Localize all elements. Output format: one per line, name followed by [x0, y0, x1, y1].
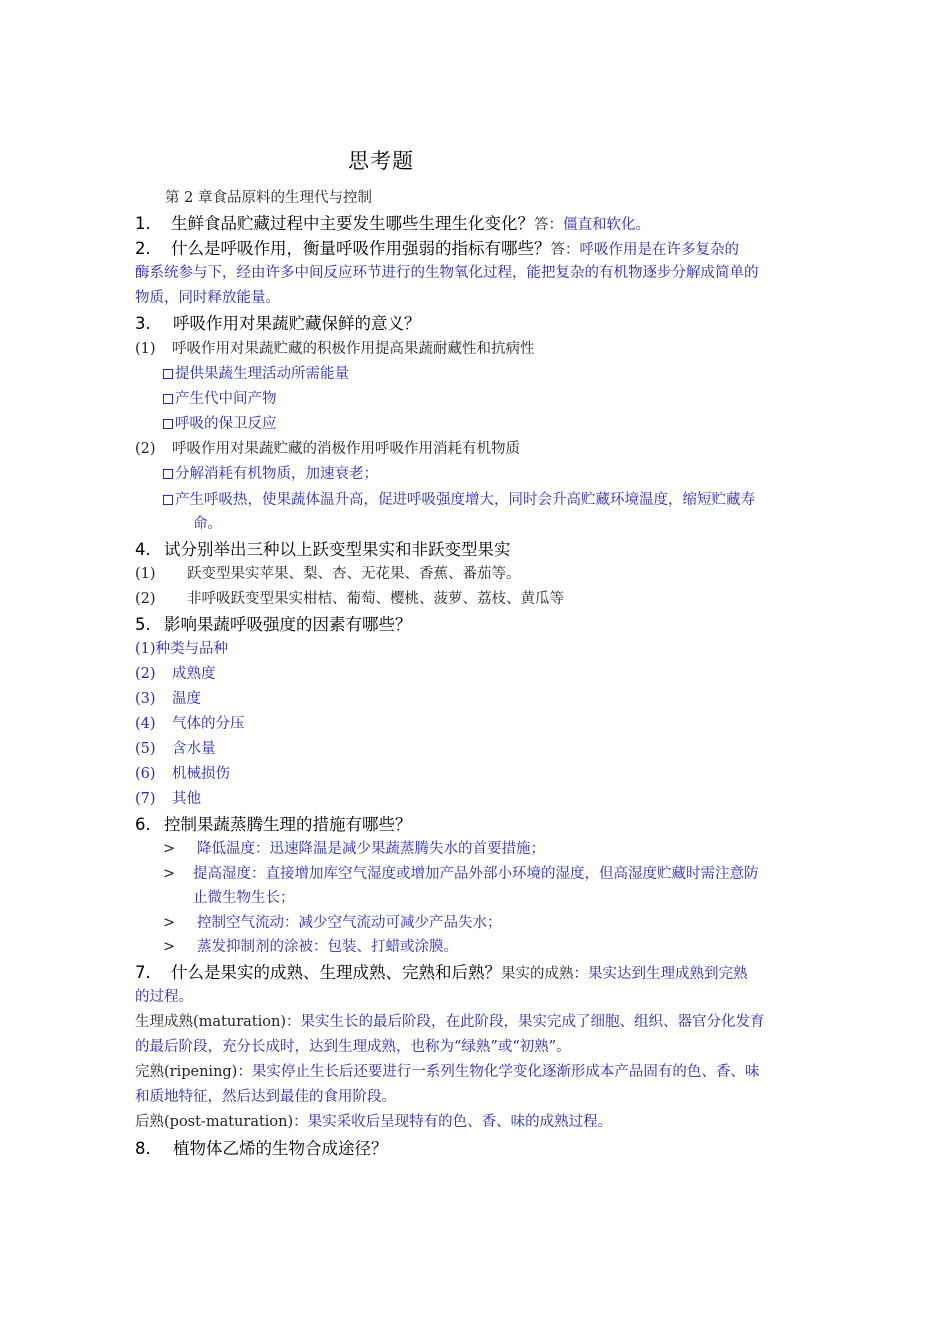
question-8: 8. 植物体乙烯的生物合成途径？	[135, 1139, 388, 1158]
checkbox-icon	[163, 469, 173, 479]
q5-factor: (6) 机械损伤	[135, 766, 230, 782]
q5-factor: (7) 其他	[135, 791, 201, 807]
maturation-definition: 生理成熟(maturation)：果实生长的最后阶段，在此阶段，果实完成了细胞、组织、器官分化发育	[135, 1014, 765, 1030]
checkbox-icon	[163, 369, 173, 379]
q6-measure-continued: 止微生物生长；	[193, 890, 295, 906]
bullet-arrow-icon: >	[163, 841, 176, 857]
question-2: 2. 什么是呼吸作用，衡量呼吸作用强弱的指标有哪些？答：呼吸作用是在许多复杂的	[135, 239, 739, 258]
q5-factor: (4) 气体的分压	[135, 716, 245, 732]
q5-factor: (2) 成熟度	[135, 666, 216, 682]
q5-factor: (5) 含水量	[135, 741, 216, 757]
question-6: 6. 控制果蔬蒸腾生理的措施有哪些？	[135, 815, 412, 834]
q5-factor: (1)种类与品种	[135, 641, 229, 657]
checkbox-icon	[163, 394, 173, 404]
maturation-definition-line-2: 的最后阶段，充分长成时，达到生理成熟，也称为“绿熟”或“初熟”。	[135, 1039, 571, 1055]
answer-2-line-2: 酶系统参与下，经由许多中间反应环节进行的生物氧化过程，能把复杂的有机物逐步分解成简单的	[135, 265, 759, 281]
question-7: 7. 什么是果实的成熟、生理成熟、完熟和后熟？果实的成熟：果实达到生理成熟到完熟	[135, 963, 748, 982]
q3-p2-item-continued: 命。	[193, 516, 222, 532]
page-title: 思考题	[348, 149, 414, 173]
chapter-heading: 第 2 章食品原料的生理代与控制	[165, 190, 372, 206]
ripening-definition: 完熟(ripening)：果实停止生长后还要进行一系列生物化学变化逐渐形成本产品固有的色、香、味	[135, 1064, 760, 1080]
q3-point-2: (2) 呼吸作用对果蔬贮藏的消极作用呼吸作用消耗有机物质	[135, 441, 520, 457]
q6-measure: > 蒸发抑制剂的涂被：包装、打蜡或涂膜。	[163, 935, 853, 960]
q3-p1-item: 呼吸的保卫反应	[163, 412, 853, 437]
q5-factor: (3) 温度	[135, 691, 201, 707]
q6-measure: > 提高湿度：直接增加库空气湿度或增加产品外部小环境的湿度，但高湿度贮藏时需注意防	[163, 862, 853, 887]
answer-2-line-3: 物质，同时释放能量。	[135, 290, 280, 306]
q4-point-2: (2) 非呼吸跃变型果实柑桔、葡萄、樱桃、菠萝、荔枝、黄瓜等	[135, 591, 564, 607]
q3-p2-item: 产生呼吸热，使果蔬体温升高，促进呼吸强度增大，同时会升高贮藏环境温度，缩短贮藏寿	[163, 488, 853, 513]
q3-p1-item: 提供果蔬生理活动所需能量	[163, 362, 853, 387]
checkbox-icon	[163, 495, 173, 505]
q3-point-1: (1) 呼吸作用对果蔬贮藏的积极作用提高果蔬耐藏性和抗病性	[135, 341, 535, 357]
bullet-arrow-icon: >	[163, 866, 176, 882]
question-1: 1. 生鲜食品贮藏过程中主要发生哪些生理生化变化？答：僵直和软化。	[135, 214, 650, 233]
q4-point-1: (1) 跃变型果实苹果、梨、杏、无花果、香蕉、番茄等。	[135, 566, 521, 582]
checkbox-icon	[163, 419, 173, 429]
answer-7-line-2: 的过程。	[135, 989, 193, 1005]
q3-p1-item: 产生代中间产物	[163, 387, 853, 412]
q6-measure: > 降低温度：迅速降温是减少果蔬蒸腾失水的首要措施；	[163, 837, 853, 862]
q3-p2-item: 分解消耗有机物质，加速衰老；	[163, 462, 853, 487]
bullet-arrow-icon: >	[163, 915, 176, 931]
q6-measure: > 控制空气流动：减少空气流动可减少产品失水；	[163, 911, 853, 936]
question-4: 4. 试分别举出三种以上跃变型果实和非跃变型果实	[135, 540, 511, 559]
ripening-definition-line-2: 和质地特征，然后达到最佳的食用阶段。	[135, 1089, 396, 1105]
question-3: 3. 呼吸作用对果蔬贮藏保鲜的意义？	[135, 314, 421, 333]
post-maturation-definition: 后熟(post-maturation)：果实采收后呈现特有的色、香、味的成熟过程。	[135, 1114, 613, 1130]
bullet-arrow-icon: >	[163, 939, 176, 955]
question-5: 5. 影响果蔬呼吸强度的因素有哪些？	[135, 615, 412, 634]
